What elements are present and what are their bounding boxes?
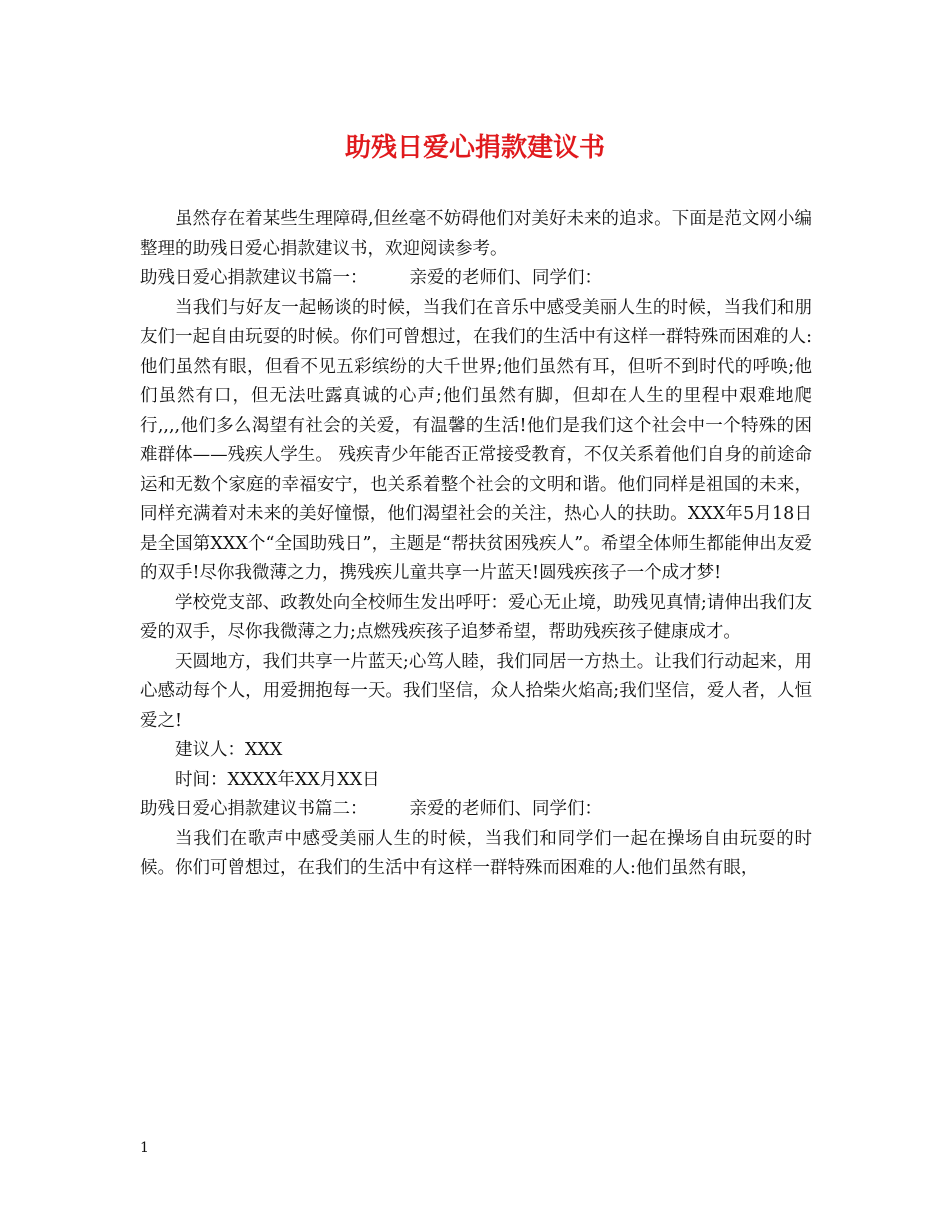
section-1-paragraph-3: 天圆地方，我们共享一片蓝天;心笃人睦，我们同居一方热土。让我们行动起来，用心感动每个人，用爱拥抱每一天。我们坚信，众人拾柴火焰高;我们坚信，爱人者，人恒爱之! <box>140 651 812 731</box>
section-1-heading: 助残日爱心捐款建议书篇一： <box>140 268 368 288</box>
section-1-paragraph-1: 当我们与好友一起畅谈的时候，当我们在音乐中感受美丽人生的时候，当我们和朋友们一起自由玩耍的时候。你们可曾想过，在我们的生活中有这样一群特殊而困难的人:他们虽然有眼，但看不见五彩缤纷的大千世界;他们虽然有耳，但听不到时代的呼唤;他们虽然有口，但无法吐露真诚的心声;他们虽然有脚，但却在人生的里程中艰难地爬行,,,,他们多么渴望有社会的关爱，有温馨的生活!他们是我们这个社会中一个特殊的困难群体——残疾人学生。 残疾青少年能否正常接受教育，不仅关系着他们自身的前途命运和无数个家庭的幸福安宁，也关系着整个社会的文明和谐。他们同样是祖国的未来，同样充满着对未来的美好憧憬，他们渴望社会的关注，热心人的扶助。XXX年5月18日是全国第XXX个“全国助残日”，主题是“帮扶贫困残疾人”。希望全体师生都能伸出友爱的双手!尽你我微薄之力，携残疾儿童共享一片蓝天!圆残疾孩子一个成才梦! <box>140 297 812 583</box>
document-body <box>140 205 812 884</box>
intro-paragraph: 虽然存在着某些生理障碍,但丝毫不妨碍他们对美好未来的追求。下面是范文网小编整理的助残日爱心捐款建议书，欢迎阅读参考。 <box>140 209 812 259</box>
section-2-paragraph-1: 当我们在歌声中感受美丽人生的时候，当我们和同学们一起在操场自由玩耍的时候。你们可曾想过，在我们的生活中有这样一群特殊而困难的人:他们虽然有眼， <box>140 828 812 878</box>
section-1-salutation: 亲爱的老师们、同学们： <box>409 268 602 288</box>
section-1-date: 时间：XXXX年XX月XX日 <box>175 769 380 790</box>
page-number: 1 <box>140 1140 149 1156</box>
section-2-heading-line <box>140 795 812 825</box>
section-1-paragraph-2: 学校党支部、政教处向全校师生发出呼吁：爱心无止境，助残见真情;请伸出我们友爱的双手，尽你我微薄之力;点燃残疾孩子追梦希望，帮助残疾孩子健康成才。 <box>140 592 812 642</box>
section-1-heading-line <box>140 264 812 294</box>
section-1-proposer: 建议人：XXX <box>175 740 283 760</box>
page-title: 助残日爱心捐款建议书 <box>344 133 605 163</box>
section-2-salutation: 亲爱的老师们、同学们： <box>409 799 602 819</box>
section-2-heading: 助残日爱心捐款建议书篇二： <box>140 799 368 819</box>
